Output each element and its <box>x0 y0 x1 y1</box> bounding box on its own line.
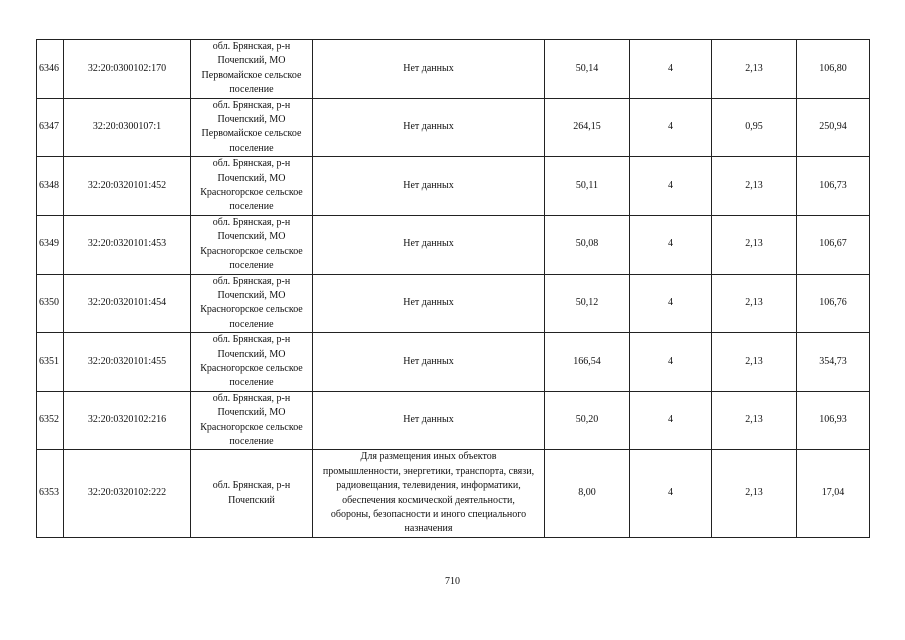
address-cell-line: Почепский, МО <box>217 231 286 243</box>
address-cell-line: поселение <box>229 318 274 330</box>
value-cell: 106,76 <box>797 274 870 333</box>
page-number: 710 <box>445 576 460 587</box>
rate-cell: 2,13 <box>712 215 797 274</box>
land-use-cell <box>313 98 545 157</box>
address-cell <box>191 274 313 333</box>
cadastral-number-cell: 32:20:0300107:1 <box>64 98 191 157</box>
address-cell-line: обл. Брянская, р-н <box>212 480 291 492</box>
group-cell: 4 <box>630 40 712 99</box>
address-cell-line: Первомайское сельское <box>201 69 302 81</box>
table-row <box>37 215 870 274</box>
cadastral-table <box>36 39 870 538</box>
table-row <box>37 450 870 537</box>
land-use-cell-line: Нет данных <box>403 121 454 133</box>
table-row <box>37 157 870 216</box>
address-cell-line: Почепский, МО <box>217 289 286 301</box>
address-cell-line: обл. Брянская, р-н <box>212 392 291 404</box>
address-cell-line: поселение <box>229 260 274 272</box>
land-use-cell-line: назначения <box>404 523 453 535</box>
value-cell: 106,80 <box>797 40 870 99</box>
cadastral-number-cell: 32:20:0320101:453 <box>64 215 191 274</box>
land-use-cell-line: Нет данных <box>403 414 454 426</box>
group-cell: 4 <box>630 391 712 450</box>
address-cell-line: поселение <box>229 201 274 213</box>
address-cell-line: поселение <box>229 142 274 154</box>
area-cell: 50,20 <box>545 391 630 450</box>
value-cell: 250,94 <box>797 98 870 157</box>
group-cell: 4 <box>630 98 712 157</box>
address-cell <box>191 215 313 274</box>
area-cell: 50,14 <box>545 40 630 99</box>
row-number-cell: 6352 <box>37 391 64 450</box>
table-row <box>37 391 870 450</box>
land-use-cell <box>313 215 545 274</box>
address-cell <box>191 98 313 157</box>
address-cell-line: Почепский, МО <box>217 348 286 360</box>
address-cell-line: поселение <box>229 84 274 96</box>
cadastral-number-cell: 32:20:0320101:455 <box>64 333 191 392</box>
address-cell-line: Почепский, МО <box>217 172 286 184</box>
address-cell-line: Почепский, МО <box>217 55 286 67</box>
value-cell: 106,93 <box>797 391 870 450</box>
land-use-cell-line: Нет данных <box>403 62 454 74</box>
group-cell: 4 <box>630 450 712 537</box>
address-cell-line: поселение <box>229 377 274 389</box>
rate-cell: 2,13 <box>712 157 797 216</box>
row-number-cell: 6350 <box>37 274 64 333</box>
group-cell: 4 <box>630 215 712 274</box>
land-use-cell-line: Нет данных <box>403 355 454 367</box>
address-cell-line: Красногорское сельское <box>200 187 303 199</box>
value-cell: 354,73 <box>797 333 870 392</box>
land-use-cell-line: Нет данных <box>403 297 454 309</box>
area-cell: 50,12 <box>545 274 630 333</box>
area-cell: 50,11 <box>545 157 630 216</box>
address-cell-line: поселение <box>229 435 274 447</box>
land-use-cell-line: обороны, безопасности и иного специального <box>330 509 527 520</box>
rate-cell: 2,13 <box>712 333 797 392</box>
land-use-cell <box>313 274 545 333</box>
address-cell-line: обл. Брянская, р-н <box>212 41 291 52</box>
address-cell-line: Красногорское сельское <box>200 304 303 316</box>
address-cell-line: обл. Брянская, р-н <box>212 275 291 287</box>
row-number-cell: 6353 <box>37 450 64 537</box>
land-use-cell <box>313 157 545 216</box>
land-use-cell <box>313 391 545 450</box>
address-cell-line: Красногорское сельское <box>200 245 303 257</box>
table-row <box>37 333 870 392</box>
row-number-cell: 6351 <box>37 333 64 392</box>
rate-cell: 2,13 <box>712 274 797 333</box>
area-cell: 166,54 <box>545 333 630 392</box>
value-cell: 17,04 <box>797 450 870 537</box>
address-cell <box>191 333 313 392</box>
value-cell: 106,73 <box>797 157 870 216</box>
land-use-cell-line: Нет данных <box>403 238 454 250</box>
address-cell-line: обл. Брянская, р-н <box>212 158 291 170</box>
rate-cell: 2,13 <box>712 391 797 450</box>
address-cell-line: Почепский <box>228 494 275 506</box>
rate-cell: 0,95 <box>712 98 797 157</box>
value-cell: 106,67 <box>797 215 870 274</box>
row-number-cell: 6347 <box>37 98 64 157</box>
land-use-cell <box>313 40 545 99</box>
address-cell-line: обл. Брянская, р-н <box>212 99 291 111</box>
address-cell-line: обл. Брянская, р-н <box>212 334 291 346</box>
land-use-cell <box>313 450 545 537</box>
address-cell-line: Красногорское сельское <box>200 421 303 433</box>
row-number-cell: 6346 <box>37 40 64 99</box>
table-row <box>37 98 870 157</box>
cadastral-number-cell: 32:20:0320101:452 <box>64 157 191 216</box>
rate-cell: 2,13 <box>712 40 797 99</box>
address-cell-line: Почепский, МО <box>217 407 286 419</box>
row-number-cell: 6349 <box>37 215 64 274</box>
group-cell: 4 <box>630 274 712 333</box>
land-use-cell-line: Для размещения иных объектов <box>360 451 497 463</box>
row-number-cell: 6348 <box>37 157 64 216</box>
rate-cell: 2,13 <box>712 450 797 537</box>
land-use-cell-line: Нет данных <box>403 179 454 191</box>
area-cell: 264,15 <box>545 98 630 157</box>
cadastral-number-cell: 32:20:0320101:454 <box>64 274 191 333</box>
land-use-cell-line: промышленности, энергетики, транспорта, связи, <box>322 465 535 477</box>
cadastral-number-cell: 32:20:0300102:170 <box>64 40 191 99</box>
land-use-cell-line: обеспечения космической деятельности, <box>342 494 515 506</box>
address-cell-line: Почепский, МО <box>217 114 286 126</box>
address-cell-line: Первомайское сельское <box>201 128 302 140</box>
table-row <box>37 274 870 333</box>
address-cell-line: Красногорское сельское <box>200 362 303 374</box>
table-row <box>37 40 870 99</box>
area-cell: 50,08 <box>545 215 630 274</box>
address-cell <box>191 157 313 216</box>
area-cell: 8,00 <box>545 450 630 537</box>
address-cell <box>191 40 313 99</box>
address-cell-line: обл. Брянская, р-н <box>212 216 291 228</box>
cadastral-number-cell: 32:20:0320102:216 <box>64 391 191 450</box>
group-cell: 4 <box>630 157 712 216</box>
address-cell <box>191 391 313 450</box>
land-use-cell <box>313 333 545 392</box>
cadastral-number-cell: 32:20:0320102:222 <box>64 450 191 537</box>
table-body <box>37 40 870 538</box>
group-cell: 4 <box>630 333 712 392</box>
land-use-cell-line: радиовещания, телевидения, информатики, <box>336 480 521 492</box>
address-cell <box>191 450 313 537</box>
